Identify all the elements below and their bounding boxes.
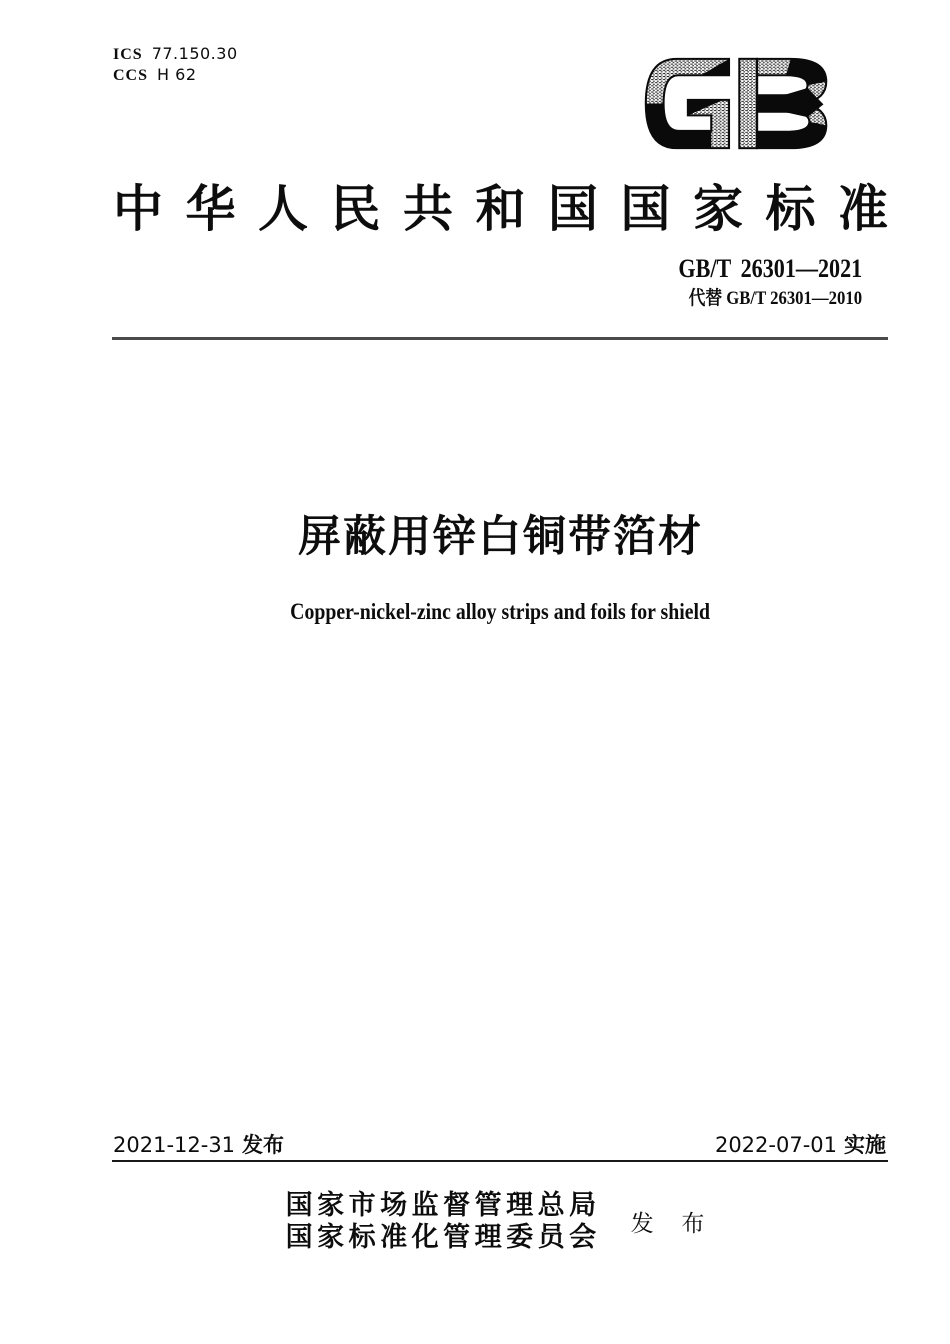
document-title-english: Copper-nickel-zinc alloy strips and foils for shield	[290, 599, 711, 624]
replaces-note: 代替 GB/T 26301—2010	[688, 288, 862, 309]
ics-value: 77.150.30	[151, 44, 238, 63]
classification-codes	[113, 44, 238, 86]
issue-label: 发布	[242, 1133, 285, 1157]
publisher-line-1: 国家市场监督管理总局	[285, 1190, 601, 1220]
header-divider	[112, 337, 888, 340]
implement-date: 2022-07-01	[714, 1133, 837, 1157]
ccs-line	[113, 65, 238, 86]
dates-row	[113, 1132, 886, 1158]
standard-code: GB/T 26301—2021	[678, 254, 862, 283]
implement-date-line	[715, 1132, 886, 1158]
document-title-chinese: 屏蔽用锌白铜带箔材	[298, 513, 703, 561]
issue-date: 2021-12-31	[113, 1133, 236, 1157]
ics-line	[113, 44, 238, 65]
publish-label: 发 布	[630, 1210, 716, 1236]
publisher-line-2: 国家标准化管理委员会	[285, 1222, 601, 1252]
ccs-value: H 62	[157, 65, 197, 84]
gb-logo-icon	[643, 57, 830, 150]
ics-label: ICS	[113, 46, 143, 63]
footer-divider	[112, 1160, 888, 1162]
publisher-block	[113, 1189, 888, 1253]
issue-date-line	[113, 1132, 284, 1158]
standard-number-block	[646, 254, 862, 310]
implement-label: 实施	[844, 1133, 886, 1157]
national-standard-title: 中 华 人 民 共 和 国 国 家 标 准	[113, 181, 888, 237]
publisher-names	[286, 1189, 601, 1253]
ccs-label: CCS	[113, 67, 149, 84]
